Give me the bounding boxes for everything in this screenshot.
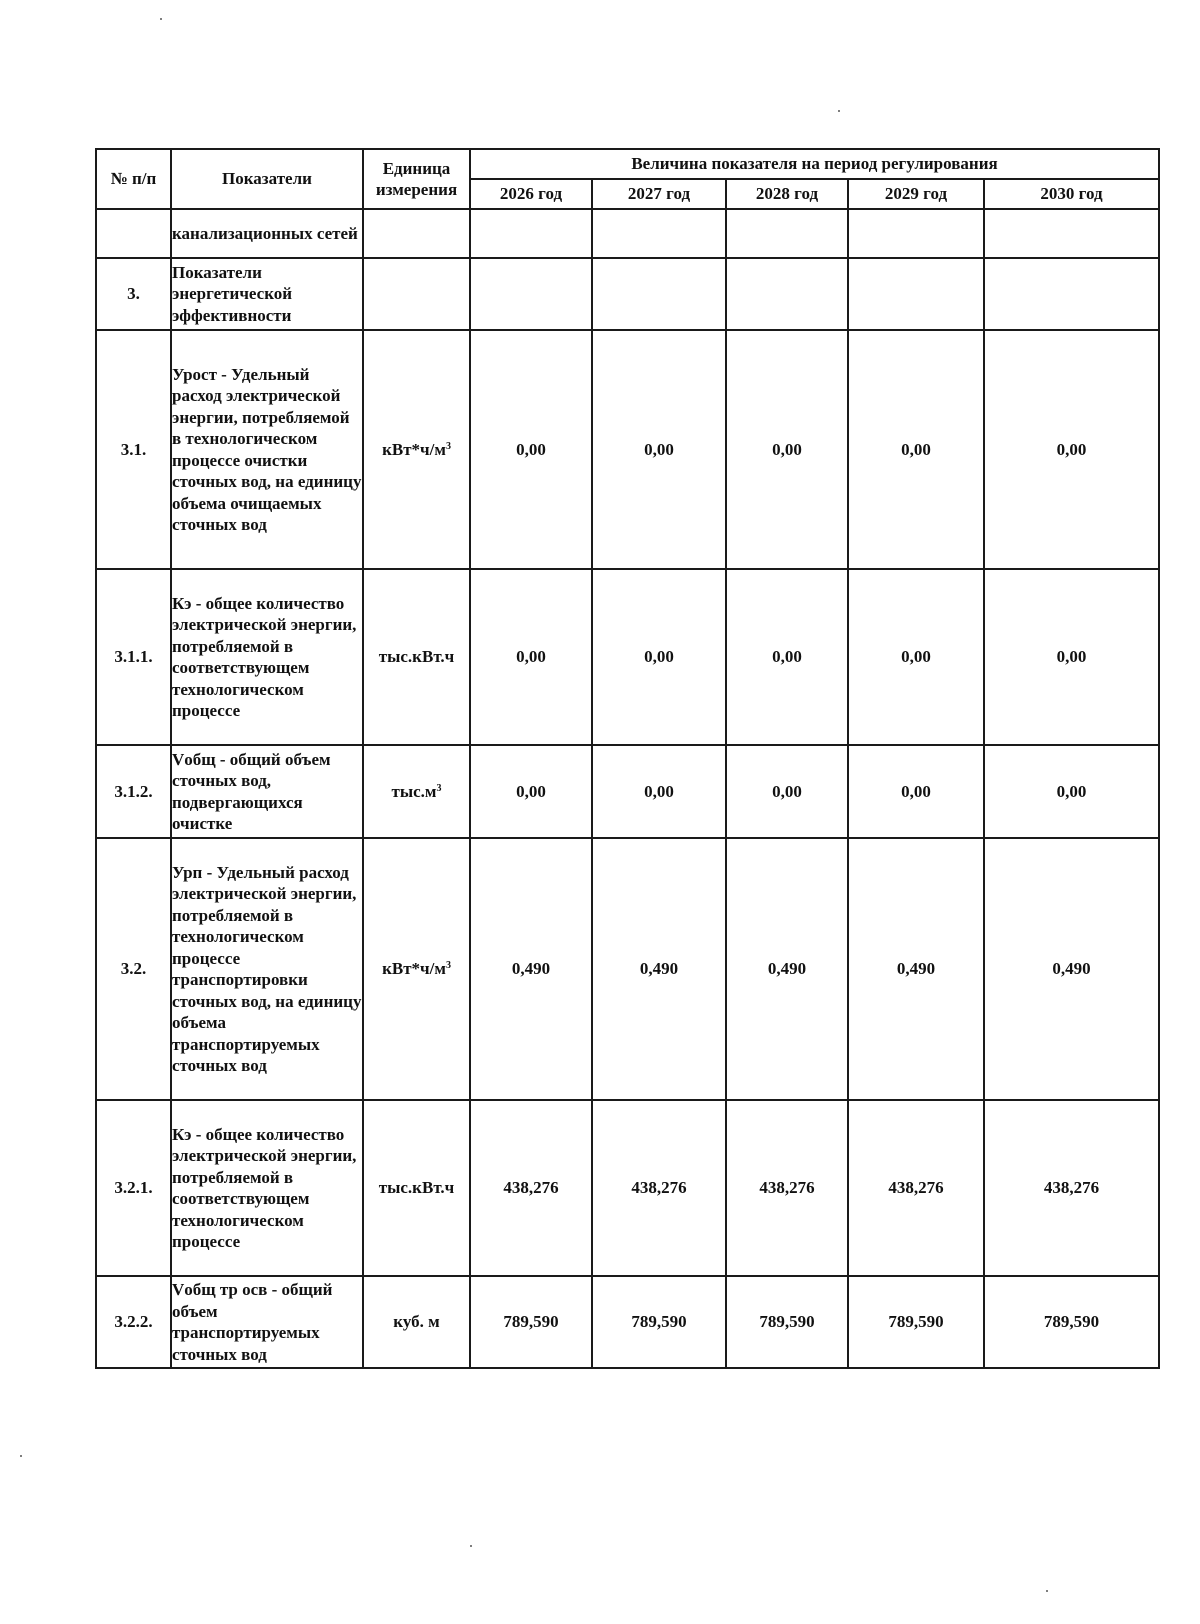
row-number: 3.1.1. (96, 569, 171, 745)
scan-speck (1046, 1590, 1048, 1592)
table-row (96, 1100, 1159, 1276)
header-indicator: Показатели (171, 149, 363, 209)
row-value: 438,276 (726, 1100, 848, 1276)
row-value: 0,490 (726, 838, 848, 1100)
unit-text: кВт*ч/м (382, 959, 446, 979)
row-value (726, 258, 848, 330)
header-row (96, 149, 1159, 179)
row-number: 3.2. (96, 838, 171, 1100)
row-value: 0,00 (470, 569, 592, 745)
row-unit (363, 209, 470, 258)
row-indicator: Vобщ тр осв - общий объем транспортируемых сточных вод (171, 1276, 363, 1368)
row-value: 0,00 (726, 745, 848, 838)
row-value: 438,276 (592, 1100, 726, 1276)
row-value (984, 209, 1159, 258)
row-indicator: Урост - Удельный расход электрической энергии, потребляемой в технологическом процессе очистки сточных вод, на единицу объема очищаемых сточных вод (171, 330, 363, 569)
header-unit: Единица измерения (363, 149, 470, 209)
row-number (96, 209, 171, 258)
row-value: 438,276 (984, 1100, 1159, 1276)
unit-text: куб. м (393, 1312, 440, 1332)
row-value: 0,00 (984, 745, 1159, 838)
row-value: 0,00 (726, 569, 848, 745)
indicators-table (95, 148, 1160, 1369)
row-value (470, 258, 592, 330)
unit-text: тыс.м (391, 781, 437, 801)
unit-superscript: 3 (445, 440, 451, 452)
row-value: 0,00 (592, 569, 726, 745)
header-year: 2026 год (470, 179, 592, 209)
row-value (848, 209, 984, 258)
row-value: 789,590 (592, 1276, 726, 1368)
row-value: 438,276 (470, 1100, 592, 1276)
scan-speck (838, 110, 840, 112)
row-value: 0,00 (592, 745, 726, 838)
header-value-group: Величина показателя на период регулирования (470, 149, 1159, 179)
table-body (96, 209, 1159, 1368)
row-number: 3.2.2. (96, 1276, 171, 1368)
table-row (96, 569, 1159, 745)
header-year: 2030 год (984, 179, 1159, 209)
header-year: 2028 год (726, 179, 848, 209)
row-value: 0,00 (848, 569, 984, 745)
table-row (96, 1276, 1159, 1368)
row-indicator: Кэ - общее количество электрической энергии, потребляемой в соответствующем технологическом процессе (171, 1100, 363, 1276)
row-value (984, 258, 1159, 330)
row-value: 438,276 (848, 1100, 984, 1276)
row-value: 0,00 (726, 330, 848, 569)
row-value: 789,590 (470, 1276, 592, 1368)
row-value: 0,00 (470, 330, 592, 569)
row-value: 789,590 (726, 1276, 848, 1368)
row-value: 0,00 (592, 330, 726, 569)
row-value: 0,490 (984, 838, 1159, 1100)
row-unit (363, 838, 470, 1100)
table-row (96, 838, 1159, 1100)
row-value: 789,590 (984, 1276, 1159, 1368)
row-unit (363, 258, 470, 330)
row-value: 0,00 (984, 330, 1159, 569)
row-indicator: Кэ - общее количество электрической энергии, потребляемой в соответствующем технологическом процессе (171, 569, 363, 745)
row-indicator: Vобщ - общий объем сточных вод, подвергающихся очистке (171, 745, 363, 838)
row-indicator: канализационных сетей (171, 209, 363, 258)
table-row (96, 330, 1159, 569)
unit-text: тыс.кВт.ч (378, 647, 455, 667)
scan-speck (160, 18, 162, 20)
row-value (470, 209, 592, 258)
scan-speck (470, 1545, 472, 1547)
row-unit (363, 569, 470, 745)
header-number: № п/п (96, 149, 171, 209)
row-value: 789,590 (848, 1276, 984, 1368)
table-row (96, 258, 1159, 330)
row-value: 0,490 (592, 838, 726, 1100)
row-number: 3.2.1. (96, 1100, 171, 1276)
row-number: 3. (96, 258, 171, 330)
unit-superscript: 3 (445, 960, 451, 972)
row-value (592, 209, 726, 258)
row-value: 0,00 (848, 745, 984, 838)
header-year: 2029 год (848, 179, 984, 209)
unit-superscript: 3 (436, 782, 442, 794)
row-indicator: Показатели энергетической эффективности (171, 258, 363, 330)
unit-text: кВт*ч/м (382, 439, 446, 459)
row-unit (363, 1276, 470, 1368)
row-value: 0,490 (848, 838, 984, 1100)
row-value (592, 258, 726, 330)
unit-text: тыс.кВт.ч (378, 1178, 455, 1198)
row-value (848, 258, 984, 330)
table-row (96, 209, 1159, 258)
row-value: 0,00 (470, 745, 592, 838)
row-value: 0,490 (470, 838, 592, 1100)
header-year: 2027 год (592, 179, 726, 209)
row-unit (363, 745, 470, 838)
row-value: 0,00 (848, 330, 984, 569)
scan-speck (20, 1455, 22, 1457)
row-value (726, 209, 848, 258)
row-value: 0,00 (984, 569, 1159, 745)
row-unit (363, 330, 470, 569)
table-row (96, 745, 1159, 838)
row-indicator: Урп - Удельный расход электрической энергии, потребляемой в технологическом процессе транспортировки сточных вод, на единицу объема транспортируемых сточных вод (171, 838, 363, 1100)
row-unit (363, 1100, 470, 1276)
row-number: 3.1. (96, 330, 171, 569)
row-number: 3.1.2. (96, 745, 171, 838)
